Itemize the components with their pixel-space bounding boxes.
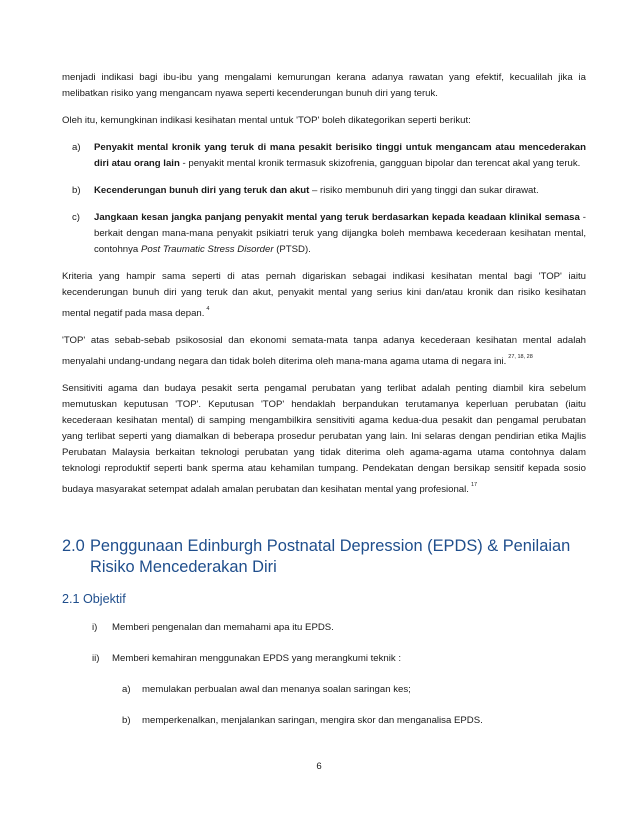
list-item (62, 210, 586, 258)
reference-superscript: 27, 18, 28 (508, 354, 533, 360)
objective-subitem (62, 682, 586, 698)
list-marker: a) (72, 142, 81, 153)
list-marker: ii) (92, 653, 100, 664)
objective-text: Memberi kemahiran menggunakan EPDS yang merangkumi teknik : (112, 653, 402, 664)
reference-superscript: 4 (206, 306, 210, 312)
paragraph-psychosocial (62, 333, 586, 370)
list-marker: b) (122, 715, 131, 726)
list-item-italic: Post Traumatic Stress Disorder (140, 244, 274, 255)
subsection-heading: 2.1 Objektif (62, 592, 126, 606)
list-item-text: – risiko membunuh diri yang tinggi dan sukar dirawat. (309, 185, 539, 196)
document-page (62, 70, 586, 744)
paragraph-criteria (62, 269, 586, 322)
reference-superscript: 17 (470, 482, 478, 488)
paragraph-text: 'TOP' atas sebab-sebab psikososial dan ekonomi semata-mata tanpa adanya kecederaan kesihatan mental adalah menyalahi undang-undang negara dan tidak boleh diterima oleh mana-mana agama utama di negara ini. (62, 335, 586, 367)
section-title: Penggunaan Edinburgh Postnatal Depression (EPDS) & Penilaian Risiko Mencederakan Diri (90, 537, 571, 576)
paragraph-text: Kriteria yang hampir sama seperti di atas pernah digariskan sebagai indikasi kesihatan mental bagi 'TOP' iaitu kecenderungan bunuh diri yang teruk dan akut, penyakit mental yang serius kini dan/atau kronik dan risiko kesihatan mental negatif pada masa depan. (62, 271, 586, 319)
list-item (62, 183, 586, 199)
page-number: 6 (316, 761, 322, 772)
list-item (62, 140, 586, 172)
section-number: 2.0 (62, 537, 85, 555)
objective-subitem (62, 713, 586, 729)
objective-subtext: memulakan perbualan awal dan menanya soalan saringan kes; (142, 684, 411, 695)
objective-text: Memberi pengenalan dan memahami apa itu EPDS. (112, 622, 334, 633)
list-item-bold: Kecenderungan bunuh diri yang teruk dan akut (94, 185, 310, 196)
paragraph-indications (62, 113, 586, 129)
list-item-text: - penyakit mental kronik termasuk skizofrenia, gangguan bipolar dan terencat akal yang teruk. (179, 158, 581, 169)
list-marker: b) (72, 185, 81, 196)
list-item-text: - berkait dengan mana-mana penyakit psikiatri teruk yang dijangka boleh membawa kecederaan kesihatan mental, contohnya (94, 212, 586, 255)
list-item-bold: Penyakit mental kronik yang teruk di mana pesakit berisiko tinggi untuk mengancam atau mencederakan diri atau orang lain (94, 142, 586, 169)
paragraph-text: Sensitiviti agama dan budaya pesakit serta pengamal perubatan yang terlibat adalah penting diambil kira sebelum memutuskan keputusan 'TOP'. Keputusan 'TOP' hendaklah berpandukan terutamanya keperluan perubatan (iaitu kecederaan kesihatan mental) di samping mengambilkira sensitiviti agama kedua-dua pesakit dan pengamal perubatan yang terlibat seperti yang diamalkan di beberapa prosedur perubatan yang lain. Ini selaras dengan pendirian etika Majlis Perubatan Malaysia berkaitan teknologi perubatan yang tidak diterima oleh agama-agama utama contohnya dalam teknologi reproduktif seperti bank sperma atau kehamilan tumpang. Pendekatan dengan bersikap sensitif kepada sosio budaya masyarakat setempat adalah amalan perubatan dan kesihatan mental yang profesional. (62, 383, 586, 495)
paragraph-text: Oleh itu, kemungkinan indikasi kesihatan mental untuk 'TOP' boleh dikategorikan seperti berikut: (62, 115, 471, 126)
objective-subtext: memperkenalkan, menjalankan saringan, mengira skor dan menganalisa EPDS. (142, 715, 483, 726)
section-heading (62, 536, 586, 578)
list-marker: c) (72, 212, 80, 223)
objective-item (62, 620, 586, 636)
paragraph-text: menjadi indikasi bagi ibu-ibu yang mengalami kemurungan kerana adanya rawatan yang efektif, kecualilah jika ia melibatkan risiko yang mengancam nyawa seperti kecenderungan bunuh diri yang teruk. (62, 72, 586, 99)
list-marker: a) (122, 684, 131, 695)
indication-list (62, 140, 586, 258)
list-item-tail: (PTSD). (273, 244, 311, 255)
objective-item (62, 651, 586, 667)
list-marker: i) (92, 622, 98, 633)
list-item-bold: Jangkaan kesan jangka panjang penyakit mental yang teruk berdasarkan kepada keadaan klinikal semasa (94, 212, 580, 223)
paragraph-intro (62, 70, 586, 102)
paragraph-sensitivity (62, 381, 586, 498)
